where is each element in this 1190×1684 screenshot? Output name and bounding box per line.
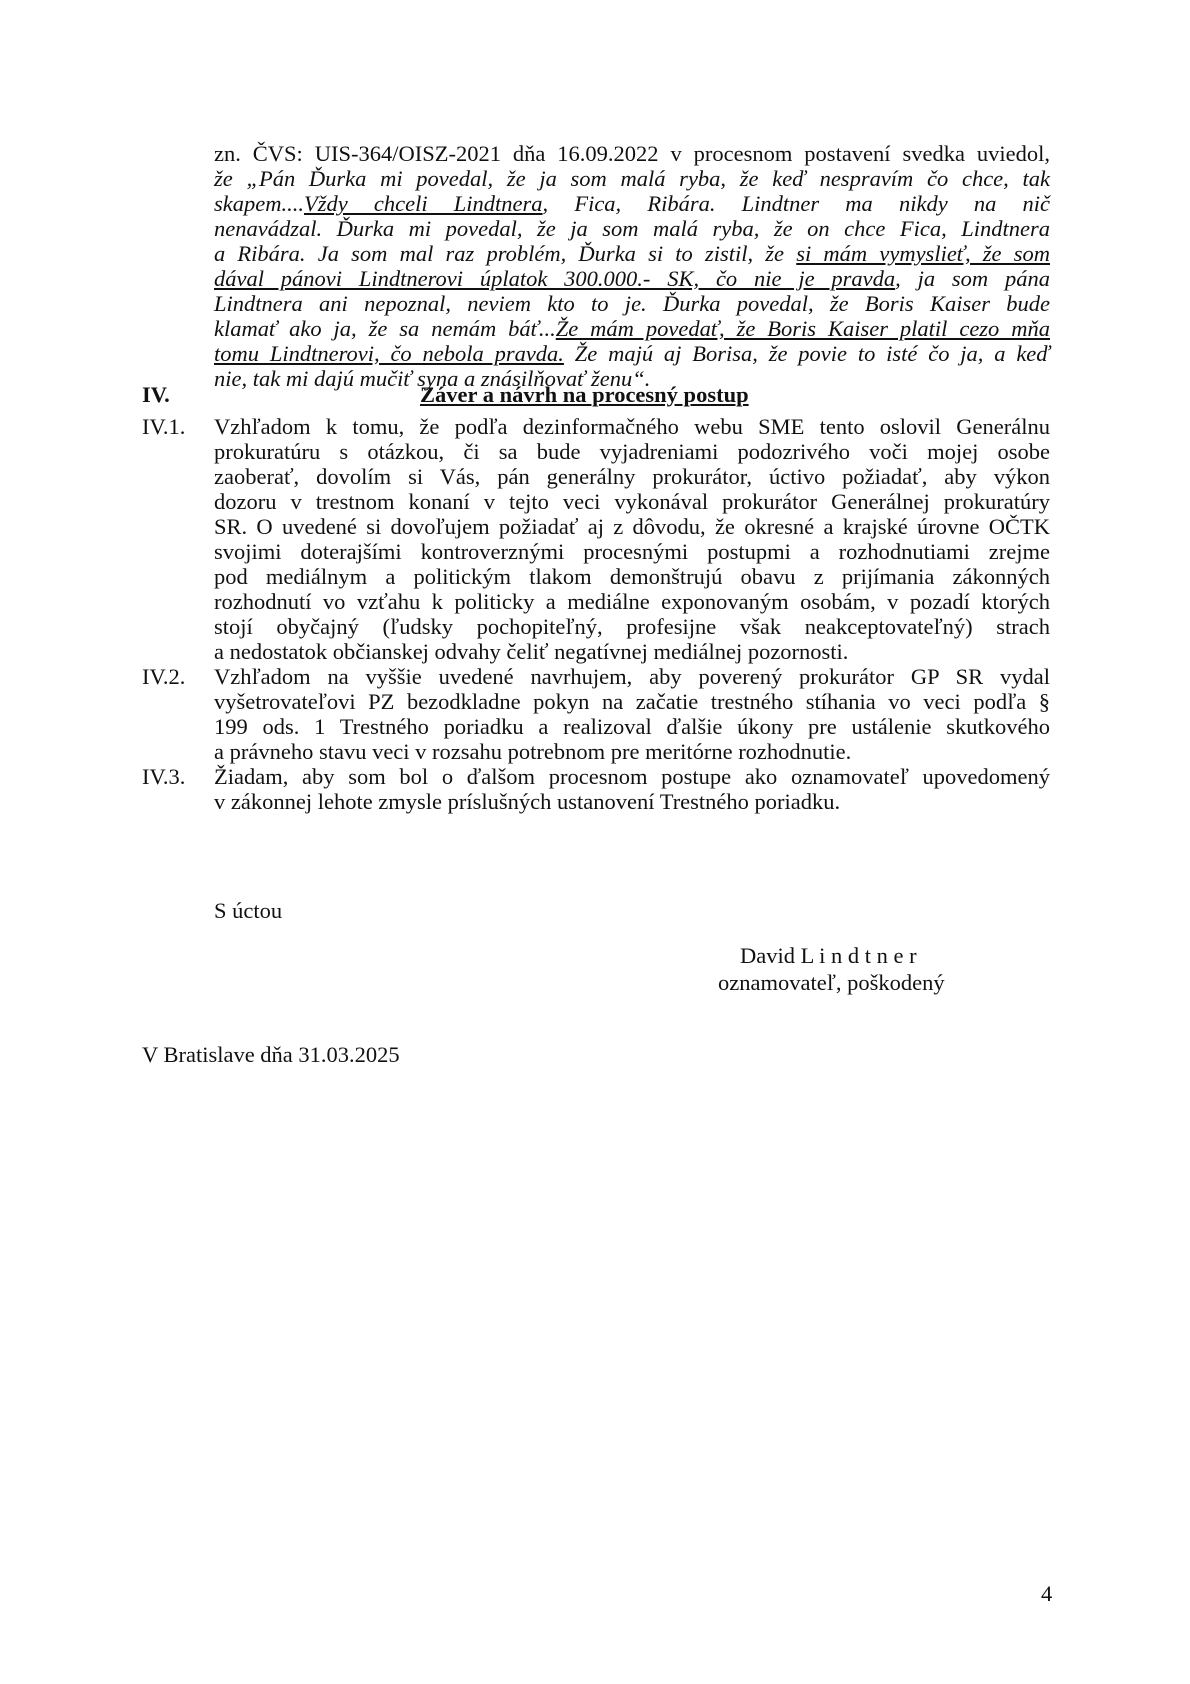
item-line: a právneho stavu veci v rozsahu potrebnom pre meritórne rozhodnutie. (214, 739, 852, 764)
item-line: a nedostatok občianskej odvahy čeliť negatívnej mediálnej pozornosti. (214, 639, 849, 664)
place-and-date: V Bratislave dňa 31.03.2025 (142, 1042, 400, 1067)
quote-text: , ja som pána (895, 266, 1050, 291)
item-line: 199 ods. 1 Trestného poriadku a realizoval ďalšie úkony pre ustálenie skutkového (214, 714, 1050, 739)
quote-text: nenavádzal. Ďurka mi povedal, že ja som malá ryba, že on chce Fica, Lindtnera (214, 216, 1050, 241)
item-number: IV.1. (142, 414, 186, 439)
testimony-quote-block (214, 141, 1050, 391)
underlined-quote-text: si mám vymyslieť, že som (796, 241, 1050, 266)
closing-greeting: S úctou (214, 898, 283, 923)
quote-line (214, 216, 1050, 241)
underlined-quote-text: Vždy chceli Lindtnera (303, 191, 543, 216)
underlined-quote-text: dával pánovi Lindtnerovi úplatok 300.000.- SK, čo nie je pravda (214, 266, 896, 291)
item-line: Vzhľadom k tomu, že podľa dezinformačného webu SME tento oslovil Generálnu (214, 414, 1050, 439)
quote-line (214, 266, 1050, 291)
item-line: Žiadam, aby som bol o ďalšom procesnom postupe ako oznamovateľ upovedomený (214, 764, 1050, 789)
item-line: stojí obyčajný (ľudsky pochopiteľný, profesijne však neakceptovateľný) strach (214, 614, 1050, 639)
quote-line (214, 341, 1050, 366)
quote-line (214, 316, 1050, 341)
quote-text: zn. ČVS: UIS-364/OISZ-2021 dňa 16.09.2022 v procesnom postavení svedka uviedol, (214, 141, 1050, 166)
page-number: 4 (1041, 1581, 1053, 1606)
item-text (214, 414, 1050, 664)
quote-text: Že majú aj Borisa, že povie to isté čo ja, a keď (563, 341, 1050, 366)
quote-text: že „Pán Ďurka mi povedal, že ja som malá ryba, že keď nespravím čo chce, tak (214, 166, 1050, 191)
item-line: rozhodnutí vo vzťahu k politicky a mediálne exponovaným osobám, v pozadí ktorých (214, 589, 1050, 614)
item-line: zaoberať, dovolím si Vás, pán generálny prokurátor, úctivo požiadať, aby výkon (214, 464, 1050, 489)
item-line: Vzhľadom na vyššie uvedené navrhujem, aby poverený prokurátor GP SR vydal (214, 664, 1050, 689)
quote-line (214, 191, 1050, 216)
quote-text: skapem.... (214, 191, 304, 216)
quote-line (214, 166, 1050, 191)
item-line: pod mediálnym a politickým tlakom demonštrujú obavu z prijímania zákonných (214, 564, 1050, 589)
underlined-quote-text: tomu Lindtnerovi, čo nebola pravda. (214, 341, 564, 366)
item-text (214, 664, 1050, 764)
quote-text: Lindtnera ani nepoznal, neviem kto to je. Ďurka povedal, že Boris Kaiser bude (214, 291, 1050, 316)
item-line: svojimi doterajšími kontroverznými procesnými postupmi a rozhodnutiami zrejme (214, 539, 1050, 564)
quote-text: , Fica, Ribára. Lindtner ma nikdy na nič (542, 191, 1051, 216)
item-line: v zákonnej lehote zmysle príslušných ustanovení Trestného poriadku. (214, 789, 841, 814)
item-line: prokuratúru s otázkou, či sa bude vyjadreniami podozrivého voči mojej osobe (214, 439, 1050, 464)
item-text (214, 764, 1050, 814)
quote-line (214, 291, 1050, 316)
section-title: Záver a návrh na procesný postup (420, 382, 749, 407)
signature-name: David L i n d t n e r (740, 943, 917, 968)
quote-text: nie, tak mi dajú mučiť syna a znásilňovať ženu“. (214, 366, 651, 391)
signature-role: oznamovateľ, poškodený (718, 970, 945, 995)
item-line: dozoru v trestnom konaní v tejto veci vykonával prokurátor Generálnej prokuratúry (214, 489, 1050, 514)
quote-line (214, 241, 1050, 266)
quote-text: a Ribára. Ja som mal raz problém, Ďurka si to zistil, že (214, 241, 797, 266)
quote-line (214, 141, 1050, 166)
item-number: IV.3. (142, 764, 186, 789)
quote-text: klamať ako ja, že sa nemám báť... (214, 316, 556, 341)
section-number: IV. (142, 382, 170, 407)
item-line: vyšetrovateľovi PZ bezodkladne pokyn na začatie trestného stíhania vo veci podľa § (214, 689, 1050, 714)
item-line: SR. O uvedené si dovoľujem požiadať aj z dôvodu, že okresné a krajské úrovne OČTK (214, 514, 1050, 539)
underlined-quote-text: Že mám povedať, že Boris Kaiser platil cezo mňa (555, 316, 1050, 341)
item-number: IV.2. (142, 664, 186, 689)
